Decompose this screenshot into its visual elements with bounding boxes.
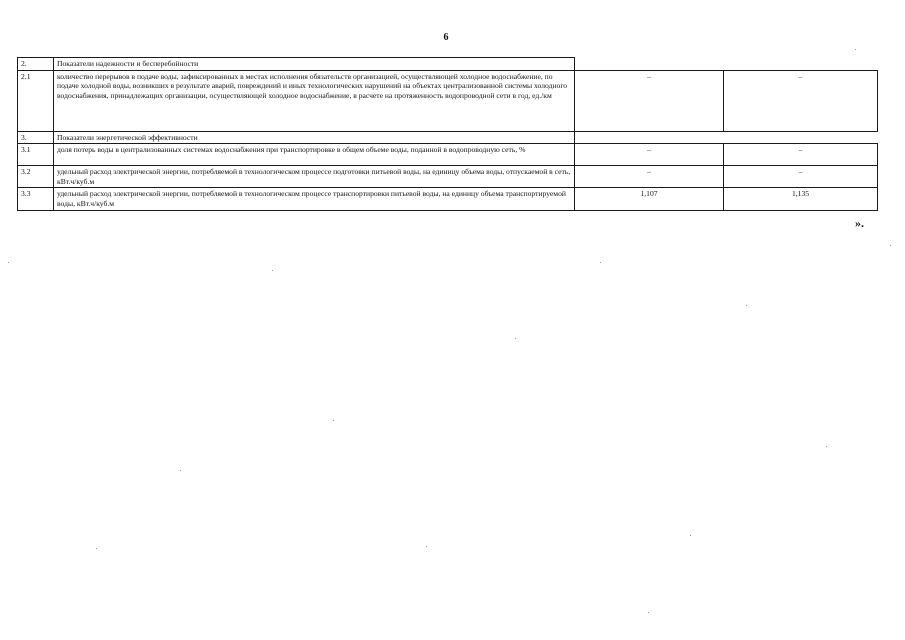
- row-number: 2.1: [18, 70, 54, 131]
- row-number: 3.3: [18, 188, 54, 210]
- indicators-table: [17, 57, 878, 211]
- indicator-name: доля потерь воды в централизованных системах водоснабжения при транспортировке в общем объеме воды, поданной в водопроводную сеть, %: [54, 144, 575, 166]
- scan-speck: [96, 548, 97, 549]
- scan-speck: [746, 305, 747, 306]
- scan-speck: [8, 262, 9, 263]
- empty-cell: [724, 58, 878, 71]
- scan-speck: [826, 446, 827, 447]
- indicators-table-wrapper: [17, 57, 878, 211]
- page-number: 6: [443, 32, 449, 43]
- empty-cell: [575, 58, 724, 71]
- indicator-value-1: 1,107: [575, 188, 724, 210]
- section-title-energy-efficiency: Показатели энергетической эффективности: [54, 131, 575, 144]
- scan-speck: [690, 535, 691, 536]
- indicator-name: удельный расход электрической энергии, потребляемой в технологическом процессе транспортировки питьевой воды, на единицу объема транспортируемой воды, кВт.ч/куб.м: [54, 188, 575, 210]
- table-row: [18, 131, 878, 144]
- indicator-value-2: –: [724, 166, 878, 188]
- row-number: 2.: [18, 58, 54, 71]
- empty-cell: [724, 131, 878, 144]
- indicator-value-1: –: [575, 166, 724, 188]
- scan-speck: [180, 470, 181, 471]
- indicator-value-2: –: [724, 70, 878, 131]
- scan-speck: [855, 49, 856, 50]
- scan-speck: [890, 245, 891, 246]
- empty-cell: [575, 131, 724, 144]
- indicator-value-2: 1,135: [724, 188, 878, 210]
- table-row: [18, 188, 878, 210]
- scan-speck: [648, 612, 649, 613]
- scan-speck: [333, 420, 334, 421]
- indicator-value-1: –: [575, 70, 724, 131]
- row-number: 3.2: [18, 166, 54, 188]
- table-row: [18, 166, 878, 188]
- closing-quote-mark: ».: [855, 216, 864, 230]
- indicator-name: удельный расход электрической энергии, потребляемой в технологическом процессе подготовки питьевой воды, на единицу объема воды, отпускаемой в сеть, кВт.ч/куб.м: [54, 166, 575, 188]
- section-title-reliability: Показатели надежности и бесперебойности: [54, 58, 575, 71]
- scan-speck: [515, 338, 516, 339]
- row-number: 3.: [18, 131, 54, 144]
- scan-speck: [426, 546, 427, 547]
- indicator-value-2: –: [724, 144, 878, 166]
- indicator-name: количество перерывов в подаче воды, зафиксированных в местах исполнения обязательств организацией, осуществляющей холодное водоснабжение, по подаче холодной воды, возникших в результате аварий, повреждений и иных технологических нарушений на объектах централизованной системы холодного водоснабжения, принадлежащих организации, осуществляющей холодное водоснабжение, в расчете на протяженность водопроводной сети в год, ед./км: [54, 70, 575, 131]
- table-row: [18, 70, 878, 131]
- indicator-value-1: –: [575, 144, 724, 166]
- scan-speck: [600, 262, 601, 263]
- table-row: [18, 58, 878, 71]
- table-row: [18, 144, 878, 166]
- scan-speck: [272, 270, 273, 271]
- row-number: 3.1: [18, 144, 54, 166]
